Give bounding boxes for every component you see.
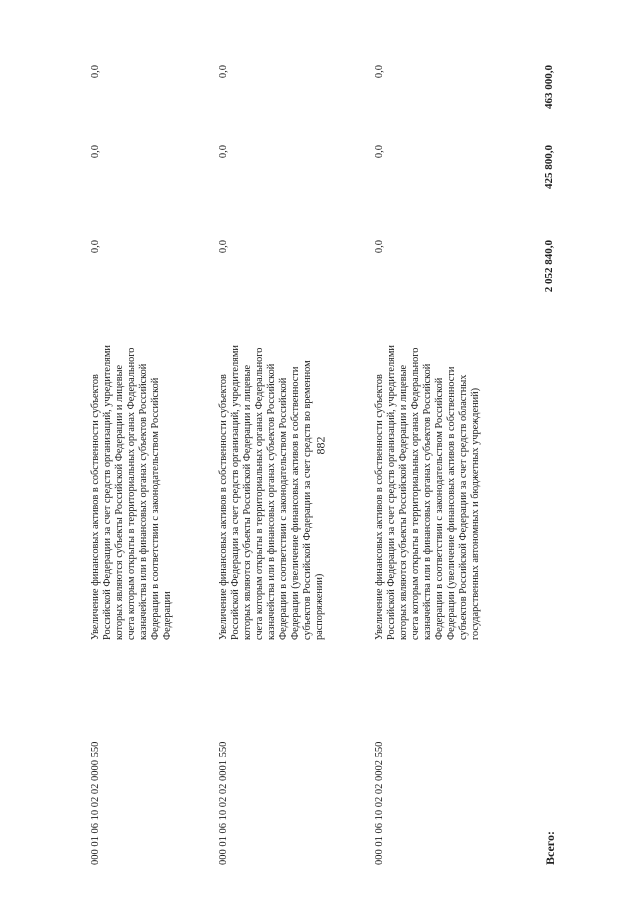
total-value-2: 425 800,0 [543, 145, 555, 189]
row-value-2: 0,0 [218, 145, 229, 159]
row-value-3: 0,0 [374, 65, 385, 79]
row-value-3: 0,0 [90, 65, 101, 79]
row-value-1: 0,0 [90, 240, 101, 254]
row-value-1: 0,0 [374, 240, 385, 254]
row-value-2: 0,0 [374, 145, 385, 159]
row-code: 000 01 06 10 02 02 0001 550 [218, 741, 229, 865]
total-value-3: 463 000,0 [543, 65, 555, 109]
row-description: Увеличение финансовых активов в собственности субъектов Российской Федерации за счет средств организаций, учредителями которых являются субъекты Российской Федерации и лицевые счета которым открыты в территориальных органах Федерального казначейства или в финансовых органах субъектов Российской Федерации в соответствии с законодательством Российской Федерации [90, 345, 173, 640]
row-code: 000 01 06 10 02 02 0002 550 [374, 741, 385, 865]
page-number: 882 [313, 436, 328, 455]
row-code: 000 01 06 10 02 02 0000 550 [90, 741, 101, 865]
total-value-1: 2 052 840,0 [543, 240, 555, 293]
rotated-table [70, 65, 570, 865]
row-value-2: 0,0 [90, 145, 101, 159]
row-value-3: 0,0 [218, 65, 229, 79]
row-description: Увеличение финансовых активов в собственности субъектов Российской Федерации за счет средств организаций, учредителями которых являются субъекты Российской Федерации и лицевые счета которым открыты в территориальных органах Федерального казначейства или в финансовых органах субъектов Российской Федерации в соответствии с законодательством Российской Федерации (увеличение финансовых активов в собственности субъектов Российской Федерации за счет средств областных государственных автономных и бюджетных учреждений) [374, 345, 481, 640]
row-value-1: 0,0 [218, 240, 229, 254]
row-description: Увеличение финансовых активов в собственности субъектов Российской Федерации за счет средств организаций, учредителями которых являются субъекты Российской Федерации и лицевые счета которым открыты в территориальных органах Федерального казначейства или в финансовых органах субъектов Российской Федерации в соответствии с законодательством Российской Федерации (увеличение финансовых активов в собственности субъектов Российской Федерации за счет средств во временном распоряжении) [218, 345, 325, 640]
totals-label: Всего: [543, 831, 557, 865]
